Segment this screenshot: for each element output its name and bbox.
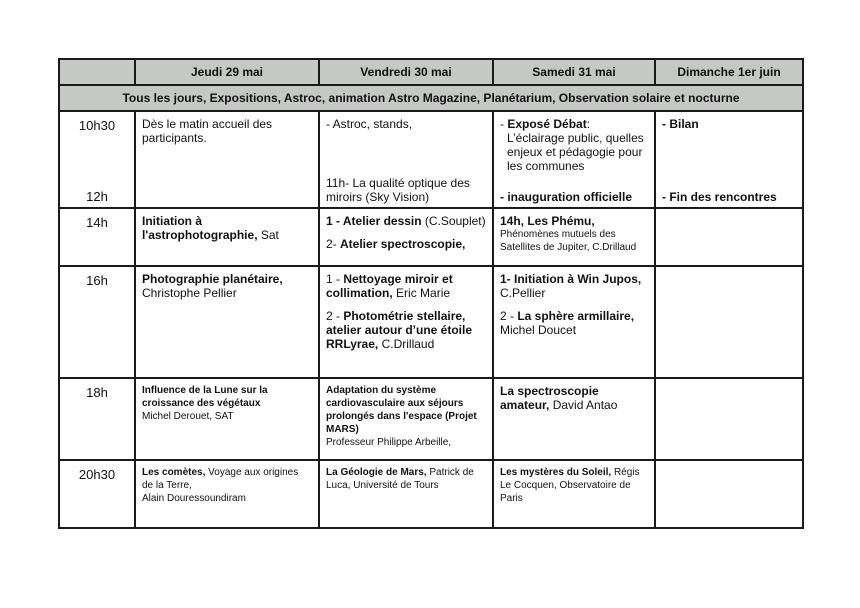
- event-number: 2-: [326, 237, 341, 251]
- event-description: Régis Le Cocquen, Observatoire de Paris: [500, 467, 640, 504]
- table-row: [59, 208, 803, 266]
- event-number: 2 -: [500, 309, 518, 323]
- event-speaker: Professeur Philippe Arbeille,: [326, 437, 452, 448]
- empty-cell: [655, 266, 803, 378]
- event-cell: [493, 460, 655, 528]
- header-corner: [59, 59, 135, 85]
- event-title-text: Exposé Débat: [507, 117, 587, 131]
- table-row: [59, 378, 803, 460]
- empty-cell: [655, 208, 803, 266]
- event-cell: [493, 111, 655, 208]
- event-speaker: Michel Derouet, SAT: [142, 411, 234, 422]
- banner-row: [59, 85, 803, 111]
- event-cell: [493, 266, 655, 378]
- event-cell: [135, 378, 319, 460]
- event-title: Atelier spectroscopie,: [340, 237, 466, 251]
- event-title: 1 - Atelier dessin: [326, 214, 422, 228]
- event-speaker: Christophe Pellier: [142, 286, 237, 300]
- event-title: La sphère armillaire,: [517, 309, 635, 323]
- event-title: Photométrie stellaire, atelier autour d’une étoile RRLyrae,: [326, 309, 473, 351]
- event-speaker: C.Pellier: [500, 286, 546, 300]
- time-label: 18h: [86, 385, 108, 400]
- table-row: [59, 460, 803, 528]
- event-title: Les comètes,: [142, 467, 206, 478]
- event-text: Dès le matin accueil des participants.: [142, 117, 273, 145]
- event-title: Nettoyage miroir et collimation,: [326, 272, 453, 300]
- daily-banner: Tous les jours, Expositions, Astroc, animation Astro Magazine, Planétarium, Observation solaire et nocturne: [59, 85, 803, 111]
- event-cell: [135, 111, 319, 208]
- time-label: 10h30: [78, 118, 116, 133]
- table-row: [59, 266, 803, 378]
- event-cell: [655, 111, 803, 208]
- event-speaker: David Antao: [549, 398, 618, 412]
- empty-cell: [655, 378, 803, 460]
- empty-cell: [655, 460, 803, 528]
- table-row: [59, 111, 803, 208]
- event-text: 11h- La qualité optique des miroirs (Sky Vision): [326, 176, 470, 204]
- event-text: - Fin des rencontres: [662, 190, 777, 204]
- event-cell: [319, 378, 493, 460]
- header-day-jeudi: Jeudi 29 mai: [135, 59, 319, 85]
- header-row: [59, 59, 803, 85]
- event-title: 1- Initiation à Win Jupos,: [500, 272, 642, 286]
- header-day-vendredi: Vendredi 30 mai: [319, 59, 493, 85]
- event-speaker: C.Drillaud: [378, 337, 435, 351]
- time-label: 20h30: [78, 467, 116, 482]
- time-label: 16h: [86, 273, 108, 288]
- event-speaker: Eric Marie: [392, 286, 451, 300]
- time-cell: [59, 460, 135, 528]
- event-speaker: (C.Souplet): [421, 214, 486, 228]
- event-title: La Géologie de Mars,: [326, 467, 427, 478]
- schedule-table: [58, 58, 804, 529]
- event-title: Initiation à l'astrophotographie,: [142, 214, 258, 242]
- event-title: 14h, Les Phému,: [500, 214, 595, 228]
- time-cell: [59, 266, 135, 378]
- event-title: Influence de la Lune sur la croissance des végétaux: [142, 385, 268, 409]
- event-speaker: Sat: [257, 228, 279, 242]
- event-dash: -: [500, 117, 508, 131]
- event-text: - Astroc, stands,: [326, 117, 413, 131]
- event-text: - inauguration officielle: [500, 190, 633, 204]
- event-title: La spectroscopie amateur,: [500, 384, 599, 412]
- time-cell: [59, 111, 135, 208]
- event-number: 1 -: [326, 272, 344, 286]
- event-cell: [319, 460, 493, 528]
- event-cell: [319, 208, 493, 266]
- event-cell: [135, 266, 319, 378]
- time-label: 14h: [86, 215, 108, 230]
- event-cell: [493, 378, 655, 460]
- event-speaker: Michel Doucet: [500, 323, 577, 337]
- event-text: - Bilan: [662, 117, 699, 131]
- event-description: L’éclairage public, quelles enjeux et pédagogie pour les communes: [507, 131, 644, 173]
- header-day-dimanche: Dimanche 1er juin: [655, 59, 803, 85]
- event-cell: [319, 111, 493, 208]
- event-cell: [319, 266, 493, 378]
- event-cell: [135, 208, 319, 266]
- event-title: Photographie planétaire,: [142, 272, 283, 286]
- event-description: Voyage aux origines de la Terre,: [142, 467, 299, 491]
- header-day-samedi: Samedi 31 mai: [493, 59, 655, 85]
- event-title: [500, 117, 648, 131]
- time-cell: [59, 208, 135, 266]
- event-title: Adaptation du système cardiovasculaire aux séjours prolongés dans l'espace (Projet MARS): [326, 385, 477, 435]
- time-cell: [59, 378, 135, 460]
- time-label-end: 12h: [86, 189, 108, 204]
- event-cell: [135, 460, 319, 528]
- event-cell: [493, 208, 655, 266]
- event-speaker: Alain Douressoundiram: [142, 493, 246, 504]
- event-title-colon: :: [586, 117, 591, 131]
- event-number: 2 -: [326, 309, 344, 323]
- event-title: Les mystères du Soleil,: [500, 467, 612, 478]
- event-description: Patrick de Luca, Université de Tours: [326, 467, 474, 491]
- event-description: Phénomènes mutuels des Satellites de Jupiter, C.Drillaud: [500, 229, 637, 253]
